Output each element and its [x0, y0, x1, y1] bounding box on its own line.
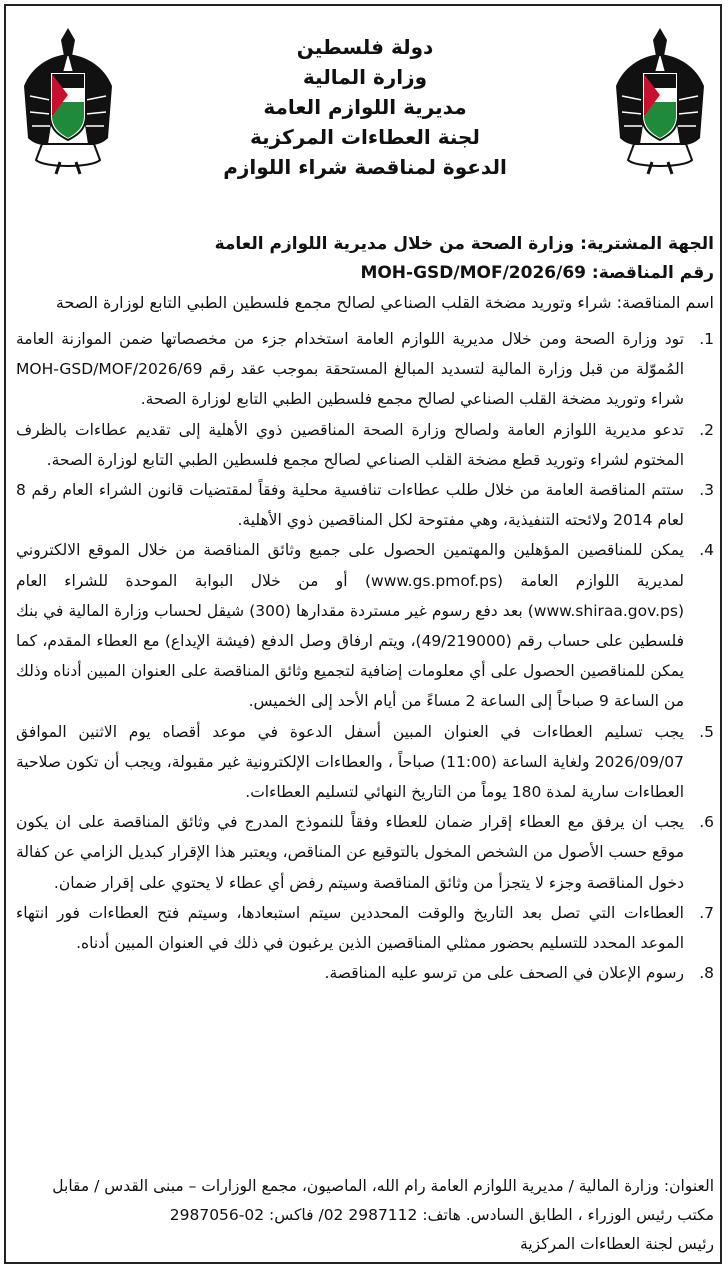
clause-number: 5. — [699, 722, 714, 741]
clause-item — [16, 535, 714, 716]
clause-item — [16, 958, 714, 988]
purchasing-entity: الجهة المشترية: وزارة الصحة من خلال مديرية اللوازم العامة — [214, 234, 714, 254]
contact-address: العنوان: وزارة المالية / مديرية اللوازم العامة رام الله، الماصيون، مجمع الوزارات – مبنى القدس / مقابل مكتب رئيس الوزراء ، الطابق السادس. هاتف: 2987112 02/ فاكس: 02-2987056 — [52, 1177, 714, 1224]
tender-name: اسم المناقصة: شراء وتوريد مضخة القلب الصناعي لصالح مجمع فلسطين الطبي التابع لوزارة الصحة — [55, 293, 714, 312]
clause-item — [16, 717, 714, 808]
clause-item — [16, 475, 714, 535]
clause-text: يمكن للمناقصين المؤهلين والمهتمين الحصول على جميع وثائق المناقصة من خلال الموقع الالكتروني لمديرية اللوازم العامة (www.gs.pmof.ps) أو من خلال البوابة الموحدة للشراء العام (www.shiraa.gov.ps) بعد دفع رسوم غير مستردة مقدارها (300) شيقل لحساب وزارة المالية في بنك فلسطين على حساب رقم (49/219000)، ويتم ارفاق وصل الدفع (فيشة الإيداع) مع العطاء المقدم، كما يمكن للمناقصين الحصول على أي معلومات إضافية لتجميع وثائق المناقصة على العنوان المبين أدناه وذلك من الساعة 9 صباحاً إلى الساعة 2 مساءً من أيام الأحد إلى الخميس. — [16, 541, 684, 711]
tender-number-line — [16, 259, 714, 288]
clause-text: يجب ان يرفق مع العطاء إقرار ضمان للعطاء وفقاً للنموذج المدرج في وثائق المناقصة على ان يكون موقع حسب الأصول من الشخص المخول بالتوقيع عن المناقص، ويعتبر هذا الإقرار كبديل الزامي عن كفالة دخول المناقصة وجزء لا يتجزأ من وثائق المناقصة وسيتم رفض أي عطاء لا يحتوي على إقرار ضمان. — [16, 813, 684, 892]
palestine-eagle-emblem-icon — [612, 26, 708, 176]
clause-text: ستتم المناقصة العامة من خلال طلب عطاءات تنافسية محلية وفقاً لمقتضيات قانون الشراء العام رقم 8 لعام 2014 ولائحته التنفيذية، وهي مفتوحة لكل المناقصين ذوي الأهلية. — [16, 481, 684, 530]
clause-item — [16, 324, 714, 415]
committee-name: لجنة العطاءات المركزية — [250, 125, 480, 149]
clause-item — [16, 807, 714, 898]
clause-number: 7. — [699, 903, 714, 922]
clause-number: 4. — [699, 541, 714, 560]
clause-text: رسوم الإعلان في الصحف على من ترسو عليه المناقصة. — [324, 964, 684, 983]
ministry-name: وزارة المالية — [302, 65, 428, 89]
tender-meta — [16, 230, 714, 317]
clause-text: العطاءات التي تصل بعد التاريخ والوقت المحددين سيتم استبعادها، وسيتم فتح العطاءات فور انتهاء الموعد المحدد للتسليم بحضور ممثلي المناقصين الذين يرغبون في ذلك في العنوان المبين أدناه. — [16, 903, 684, 953]
clause-text: تود وزارة الصحة ومن خلال مديرية اللوازم العامة استخدام جزء من مخصصاتها ضمن الموازنة العامة المُموّلة من قبل وزارة المالية لتسديد المبالغ المستحقة بموجب عقد رقم MOH-GSD/MOF/2026/69 شراء وتوريد مضخة القلب الصناعي لصالح مجمع فلسطين الطبي التابع لوزارة الصحة. — [16, 330, 684, 409]
palestine-eagle-emblem-icon — [20, 26, 116, 176]
clause-item — [16, 898, 714, 958]
clause-text: تدعو مديرية اللوازم العامة ولصالح وزارة الصحة المناقصين ذوي الأهلية إلى تقديم عطاءات بالظرف المختوم لشراء وتوريد قطع مضخة القلب الصناعي لصالح مجمع فلسطين الطبي التابع لوزارة الصحة. — [16, 420, 684, 469]
tender-number: MOH-GSD/MOF/2026/69 — [360, 263, 586, 283]
clause-number: 8. — [699, 964, 714, 983]
announcement-frame — [4, 4, 722, 1264]
state-name: دولة فلسطين — [296, 35, 434, 59]
directorate-name: مديرية اللوازم العامة — [263, 95, 467, 119]
tender-clauses — [16, 324, 714, 988]
invitation-title: الدعوة لمناقصة شراء اللوازم — [223, 155, 507, 179]
tender-announcement — [16, 18, 714, 1254]
signature-line: رئيس لجنة العطاءات المركزية — [520, 1235, 714, 1253]
announcement-header — [166, 32, 564, 182]
clause-number: 3. — [699, 481, 714, 500]
clause-number: 2. — [699, 420, 714, 439]
clause-number: 6. — [699, 813, 714, 832]
announcement-footer — [16, 1172, 714, 1259]
tender-number-label: رقم المناقصة: — [591, 263, 714, 283]
clause-item — [16, 415, 714, 475]
clause-number: 1. — [699, 330, 714, 348]
clause-text: يجب تسليم العطاءات في العنوان المبين أسفل الدعوة في موعد أقصاه يوم الاثنين الموافق 2026/09/07 ولغاية الساعة (11:00) صباحاً ، والعطاءات الإلكترونية غير مقبولة، ويجب أن تكون صلاحية العطاءات سارية لمدة 180 يوماً من التاريخ النهائي لتسليم العطاءات. — [16, 722, 684, 802]
